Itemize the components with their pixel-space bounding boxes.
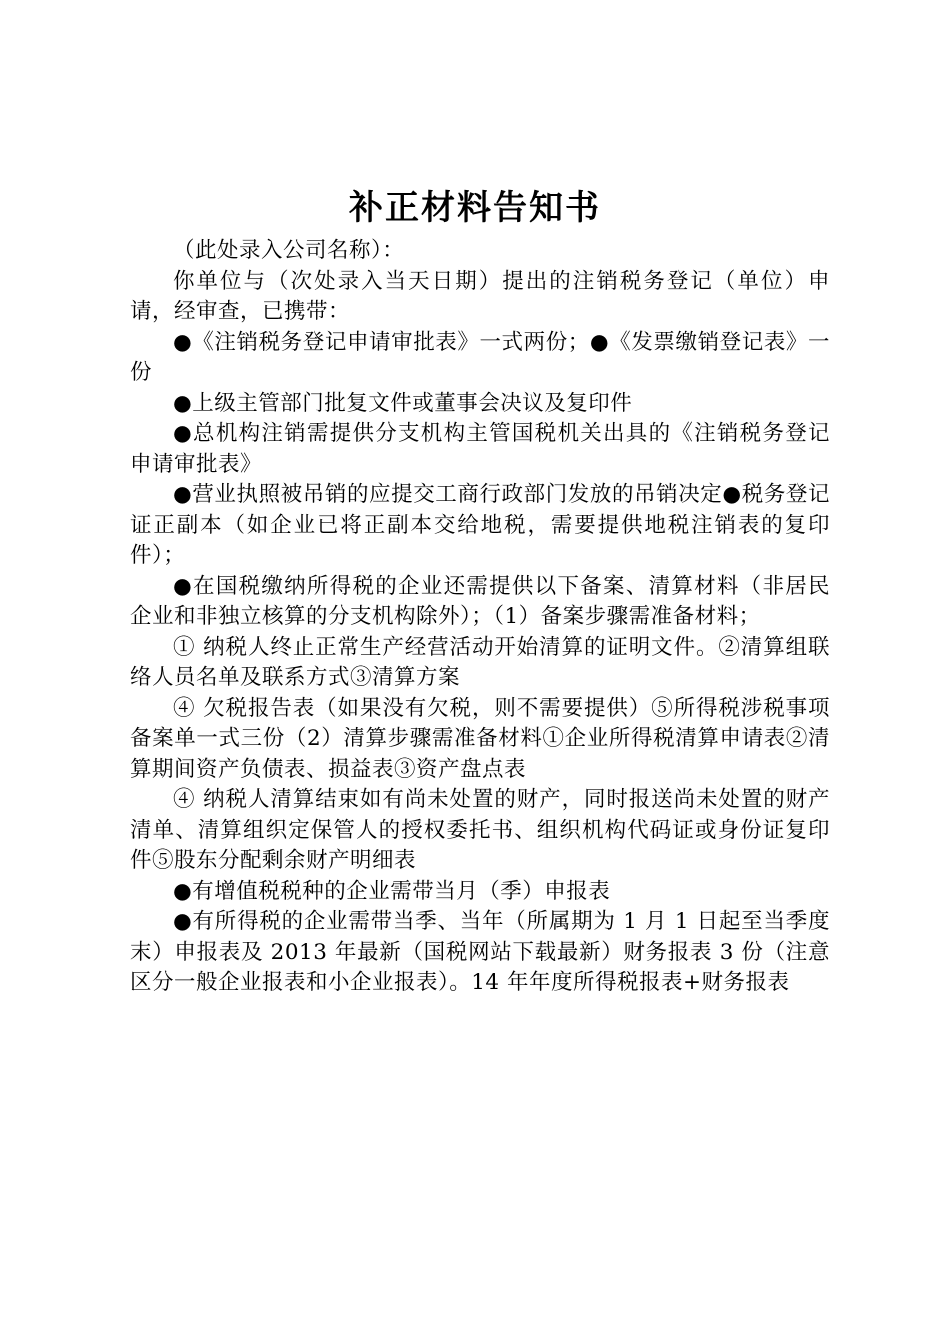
list-item: ④ 纳税人清算结束如有尚未处置的财产，同时报送尚未处置的财产清单、清算组织定保管人的授权委托书、组织机构代码证或身份证复印件⑤股东分配剩余财产明细表: [130, 787, 830, 873]
recipient-line: （此处录入公司名称）：: [173, 238, 405, 263]
document-body: [130, 236, 830, 999]
list-item: ●上级主管部门批复文件或董事会决议及复印件: [173, 390, 633, 416]
list-item: ●有所得税的企业需带当季、当年（所属期为 1 月 1 日起至当季度末）申报表及 2013 年最新（国税网站下载最新）财务报表 3 份（注意区分一般企业报表和小企业报表）。14 年年度所得税报表+财务报表: [130, 909, 830, 995]
document-title: 补正材料告知书: [349, 188, 601, 228]
list-item: ① 纳税人终止正常生产经营活动开始清算的证明文件。②清算组联络人员名单及联系方式③清算方案: [130, 634, 830, 690]
list-item: ④ 欠税报告表（如果没有欠税，则不需要提供）⑤所得税涉税事项备案单一式三份（2）清算步骤需准备材料①企业所得税清算申请表②清算期间资产负债表、损益表③资产盘点表: [130, 695, 830, 782]
list-item: ●总机构注销需提供分支机构主管国税机关出具的《注销税务登记申请审批表》: [130, 421, 830, 477]
list-item: ●《注销税务登记申请审批表》一式两份；●《发票缴销登记表》一份: [130, 329, 830, 385]
intro-paragraph: 你单位与（次处录入当天日期）提出的注销税务登记（单位）申请，经审查，已携带：: [130, 268, 830, 324]
list-item: ●有增值税税种的企业需带当月（季）申报表: [173, 878, 611, 904]
list-item: ●在国税缴纳所得税的企业还需提供以下备案、清算材料（非居民企业和非独立核算的分支机构除外）；（1）备案步骤需准备材料；: [130, 573, 830, 629]
list-item: ●营业执照被吊销的应提交工商行政部门发放的吊销决定●税务登记证正副本（如企业已将正副本交给地税，需要提供地税注销表的复印件）；: [130, 482, 830, 568]
